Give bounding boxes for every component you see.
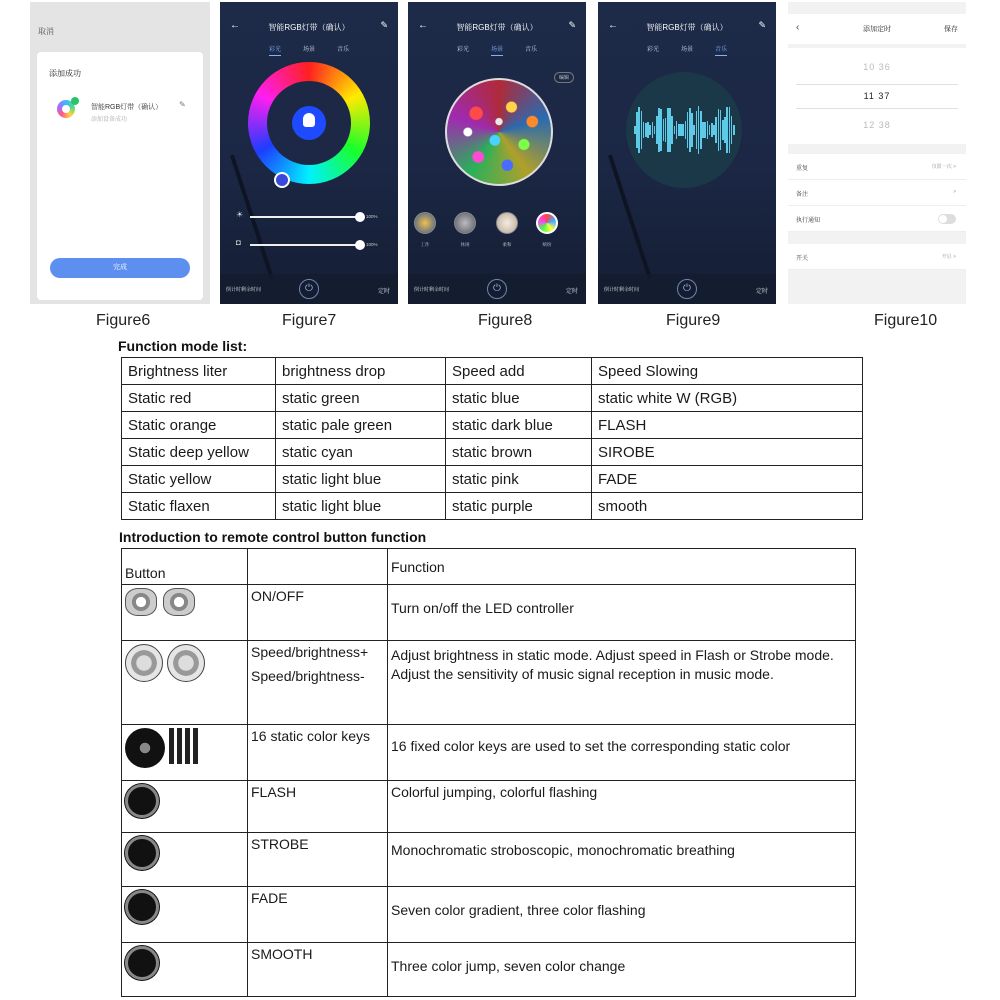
power-button-icon [163,588,195,616]
power-icon[interactable]: ⏻ [487,279,507,299]
header-blank [248,549,388,585]
function-text: Turn on/off the LED controller [391,600,574,616]
done-button[interactable]: 完成 [50,258,190,278]
mode-cell: static blue [446,385,592,412]
picker-divider [796,84,958,85]
add-success-dialog [37,52,203,300]
function-text: Colorful jumping, colorful flashing [391,784,598,800]
mode-cell: static purple [446,493,592,520]
button-image-cell [122,887,248,943]
saturation-value: 100% [366,242,378,247]
mode-cell: FLASH [592,412,863,439]
table-row [122,585,856,641]
mode-cell: FADE [592,466,863,493]
bottom-bar [408,274,586,304]
tab-scene[interactable]: 场景 [302,47,315,53]
device-status: 添加设备成功 [91,117,128,123]
button-function [388,943,856,997]
function-mode-heading: Function mode list: [118,338,248,354]
dialog-title: 添加成功 [49,69,81,78]
row-label: 备注 [796,192,809,198]
status-bar [30,2,210,14]
function-text: Adjust the sensitivity of music signal reception in music mode. [391,666,774,682]
table-row [122,833,856,887]
time-picker[interactable] [788,48,966,144]
button-function [388,781,856,833]
button-name [248,641,388,725]
scene-soft-icon[interactable] [496,212,518,234]
device-name: 智能RGB灯带（确认） [91,104,163,111]
picker-prev-time[interactable]: 10 36 [863,62,891,72]
timer-label[interactable]: 定时 [565,289,578,295]
button-name: FLASH [248,781,388,833]
tab-music[interactable]: 音乐 [715,44,727,56]
figure10-screenshot [788,2,966,304]
header-button: Button [122,549,248,585]
notify-toggle[interactable] [938,214,956,224]
page-title: 智能RGB灯带（确认） [646,23,728,32]
speed-brightness-button-icon [125,644,163,682]
power-icon[interactable]: ⏻ [299,279,319,299]
mode-cell: static cyan [276,439,446,466]
power-button-icon [125,588,157,616]
figure8-screenshot [408,2,586,304]
button-name: SMOOTH [248,943,388,997]
mode-tabs [408,44,586,56]
tab-color[interactable]: 彩光 [456,47,469,53]
figure9-caption: Figure9 [666,312,721,329]
button-image-cell [122,641,248,725]
save-button[interactable]: 保存 [944,26,958,33]
mode-cell: Static red [122,385,276,412]
picker-divider [796,108,958,109]
mode-cell: static brown [446,439,592,466]
back-arrow-icon[interactable]: ‹ [796,22,800,33]
slider-thumb[interactable] [355,212,365,222]
figure8-caption: Figure8 [478,312,533,329]
scene-colorful-icon[interactable] [536,212,558,234]
status-bar [788,2,966,14]
back-arrow-icon[interactable]: ← [608,20,618,31]
strobe-button-icon [125,836,159,870]
button-image-cell [122,585,248,641]
edit-icon[interactable]: ✎ [568,20,576,30]
color-picker-knob[interactable] [274,172,290,188]
notify-row [788,206,966,232]
edit-scenes-button[interactable]: 编辑 [554,72,574,83]
table-row [122,641,856,725]
timer-label[interactable]: 定时 [377,289,390,295]
back-arrow-icon[interactable]: ← [418,20,428,31]
edit-icon[interactable]: ✎ [380,20,388,30]
page-title: 智能RGB灯带（确认） [268,23,350,32]
mode-cell: Static deep yellow [122,439,276,466]
color-keys-icon [169,728,199,764]
color-keys-icon [125,728,165,768]
picker-next-time[interactable]: 12 38 [863,120,891,130]
back-arrow-icon[interactable]: ← [230,20,240,31]
table-row [122,439,863,466]
tab-color[interactable]: 彩光 [646,47,659,53]
saturation-slider[interactable] [250,244,360,246]
table-row [122,943,856,997]
music-waveform [626,72,742,188]
page-title: 智能RGB灯带（确认） [456,23,538,32]
mode-tabs [220,44,398,56]
header-function: Function [388,549,856,585]
name-line: Speed/brightness+ [251,644,369,660]
tab-scene[interactable]: 场景 [680,47,693,53]
button-image-cell [122,833,248,887]
function-text: Seven color gradient, three color flashing [391,902,646,918]
figure7-caption: Figure7 [282,312,337,329]
mode-cell: static white W (RGB) [592,385,863,412]
saturation-icon: ◘ [236,238,241,247]
mode-cell: static light blue [276,493,446,520]
check-icon [71,97,79,105]
name-line: Speed/brightness- [251,668,365,684]
mode-cell: SIROBE [592,439,863,466]
button-function [388,641,856,725]
scene-leisure-icon[interactable] [454,212,476,234]
smooth-button-icon [125,946,159,980]
repeat-row[interactable] [788,154,966,180]
table-row [122,385,863,412]
figure10-caption: Figure10 [874,312,938,329]
mode-cell: static pink [446,466,592,493]
button-function [388,725,856,781]
fade-button-icon [125,890,159,924]
function-text: 16 fixed color keys are used to set the corresponding static color [391,738,791,754]
remote-heading: Introduction to remote control button function [119,529,427,545]
switch-row[interactable] [788,244,966,270]
button-function [388,585,856,641]
slider-thumb[interactable] [355,240,365,250]
mode-cell: Static flaxen [122,493,276,520]
table-row [122,466,863,493]
bottom-bar [598,274,776,304]
figure6-screenshot [30,2,210,304]
cancel-button[interactable]: 取消 [38,27,54,36]
speed-brightness-button-icon [167,644,205,682]
mode-cell: static light blue [276,466,446,493]
row-label: 重复 [796,166,809,172]
button-function [388,833,856,887]
power-icon[interactable]: ⏻ [677,279,697,299]
waveform-bar [733,125,735,135]
remote-button-table [121,548,856,997]
tab-music[interactable]: 音乐 [337,47,350,53]
flash-button-icon [125,784,159,818]
table-header-row [122,549,856,585]
button-name: ON/OFF [248,585,388,641]
row-label: 执行通知 [796,218,821,224]
scene-label: 柔和 [502,242,512,247]
function-text: Adjust brightness in static mode. Adjust speed in Flash or Strobe mode. [391,647,834,663]
table-row [122,412,863,439]
mode-cell: Static yellow [122,466,276,493]
scene-label: 工作 [420,242,430,247]
function-text: Three color jump, seven color change [391,958,626,974]
button-image-cell [122,725,248,781]
button-function [388,887,856,943]
table-row [122,493,863,520]
mode-cell: Brightness liter [122,358,276,385]
button-name: STROBE [248,833,388,887]
figure9-screenshot [598,2,776,304]
tab-music[interactable]: 音乐 [525,47,538,53]
header-bar [788,14,966,44]
table-row [122,725,856,781]
table-row [122,781,856,833]
scene-preview-image [445,78,553,186]
function-text: Monochromatic stroboscopic, monochromatic breathing [391,842,735,858]
edit-icon[interactable]: ✎ [179,100,186,109]
mode-cell: brightness drop [276,358,446,385]
picker-selected-time[interactable]: 11 37 [863,91,891,101]
row-value: > [953,189,956,195]
mode-cell: static dark blue [446,412,592,439]
row-value: 仅限一次 > [931,164,956,170]
button-image-cell [122,943,248,997]
button-name: 16 static color keys [248,725,388,781]
function-mode-table [121,357,863,520]
bottom-bar [220,274,398,304]
tab-color[interactable]: 彩光 [269,44,281,56]
table-row [122,887,856,943]
mode-cell: static pale green [276,412,446,439]
mode-cell: Speed add [446,358,592,385]
scene-work-icon[interactable] [414,212,436,234]
brightness-value: 100% [366,214,378,219]
countdown-label[interactable]: 倒计时剩余时间 [604,287,640,293]
brightness-icon: ☀ [236,210,244,219]
mode-cell: Static orange [122,412,276,439]
edit-icon[interactable]: ✎ [758,20,766,30]
row-label: 开关 [796,256,809,262]
tab-scene[interactable]: 场景 [491,44,503,56]
mode-cell: Speed Slowing [592,358,863,385]
scene-label: 缤纷 [542,242,552,247]
page-title: 添加定时 [863,26,891,33]
countdown-label[interactable]: 倒计时剩余时间 [414,287,450,293]
note-row[interactable] [788,180,966,206]
table-row [122,358,863,385]
timer-label[interactable]: 定时 [755,289,768,295]
mode-cell: smooth [592,493,863,520]
scene-label: 休闲 [460,242,470,247]
figure7-screenshot [220,2,398,304]
row-value: 开启 > [941,254,956,260]
brightness-slider[interactable] [250,216,360,218]
figure6-caption: Figure6 [96,312,151,329]
mode-tabs [598,44,776,56]
countdown-label[interactable]: 倒计时剩余时间 [226,287,262,293]
mode-cell: static green [276,385,446,412]
button-image-cell [122,781,248,833]
button-name: FADE [248,887,388,943]
bulb-icon [292,106,326,140]
